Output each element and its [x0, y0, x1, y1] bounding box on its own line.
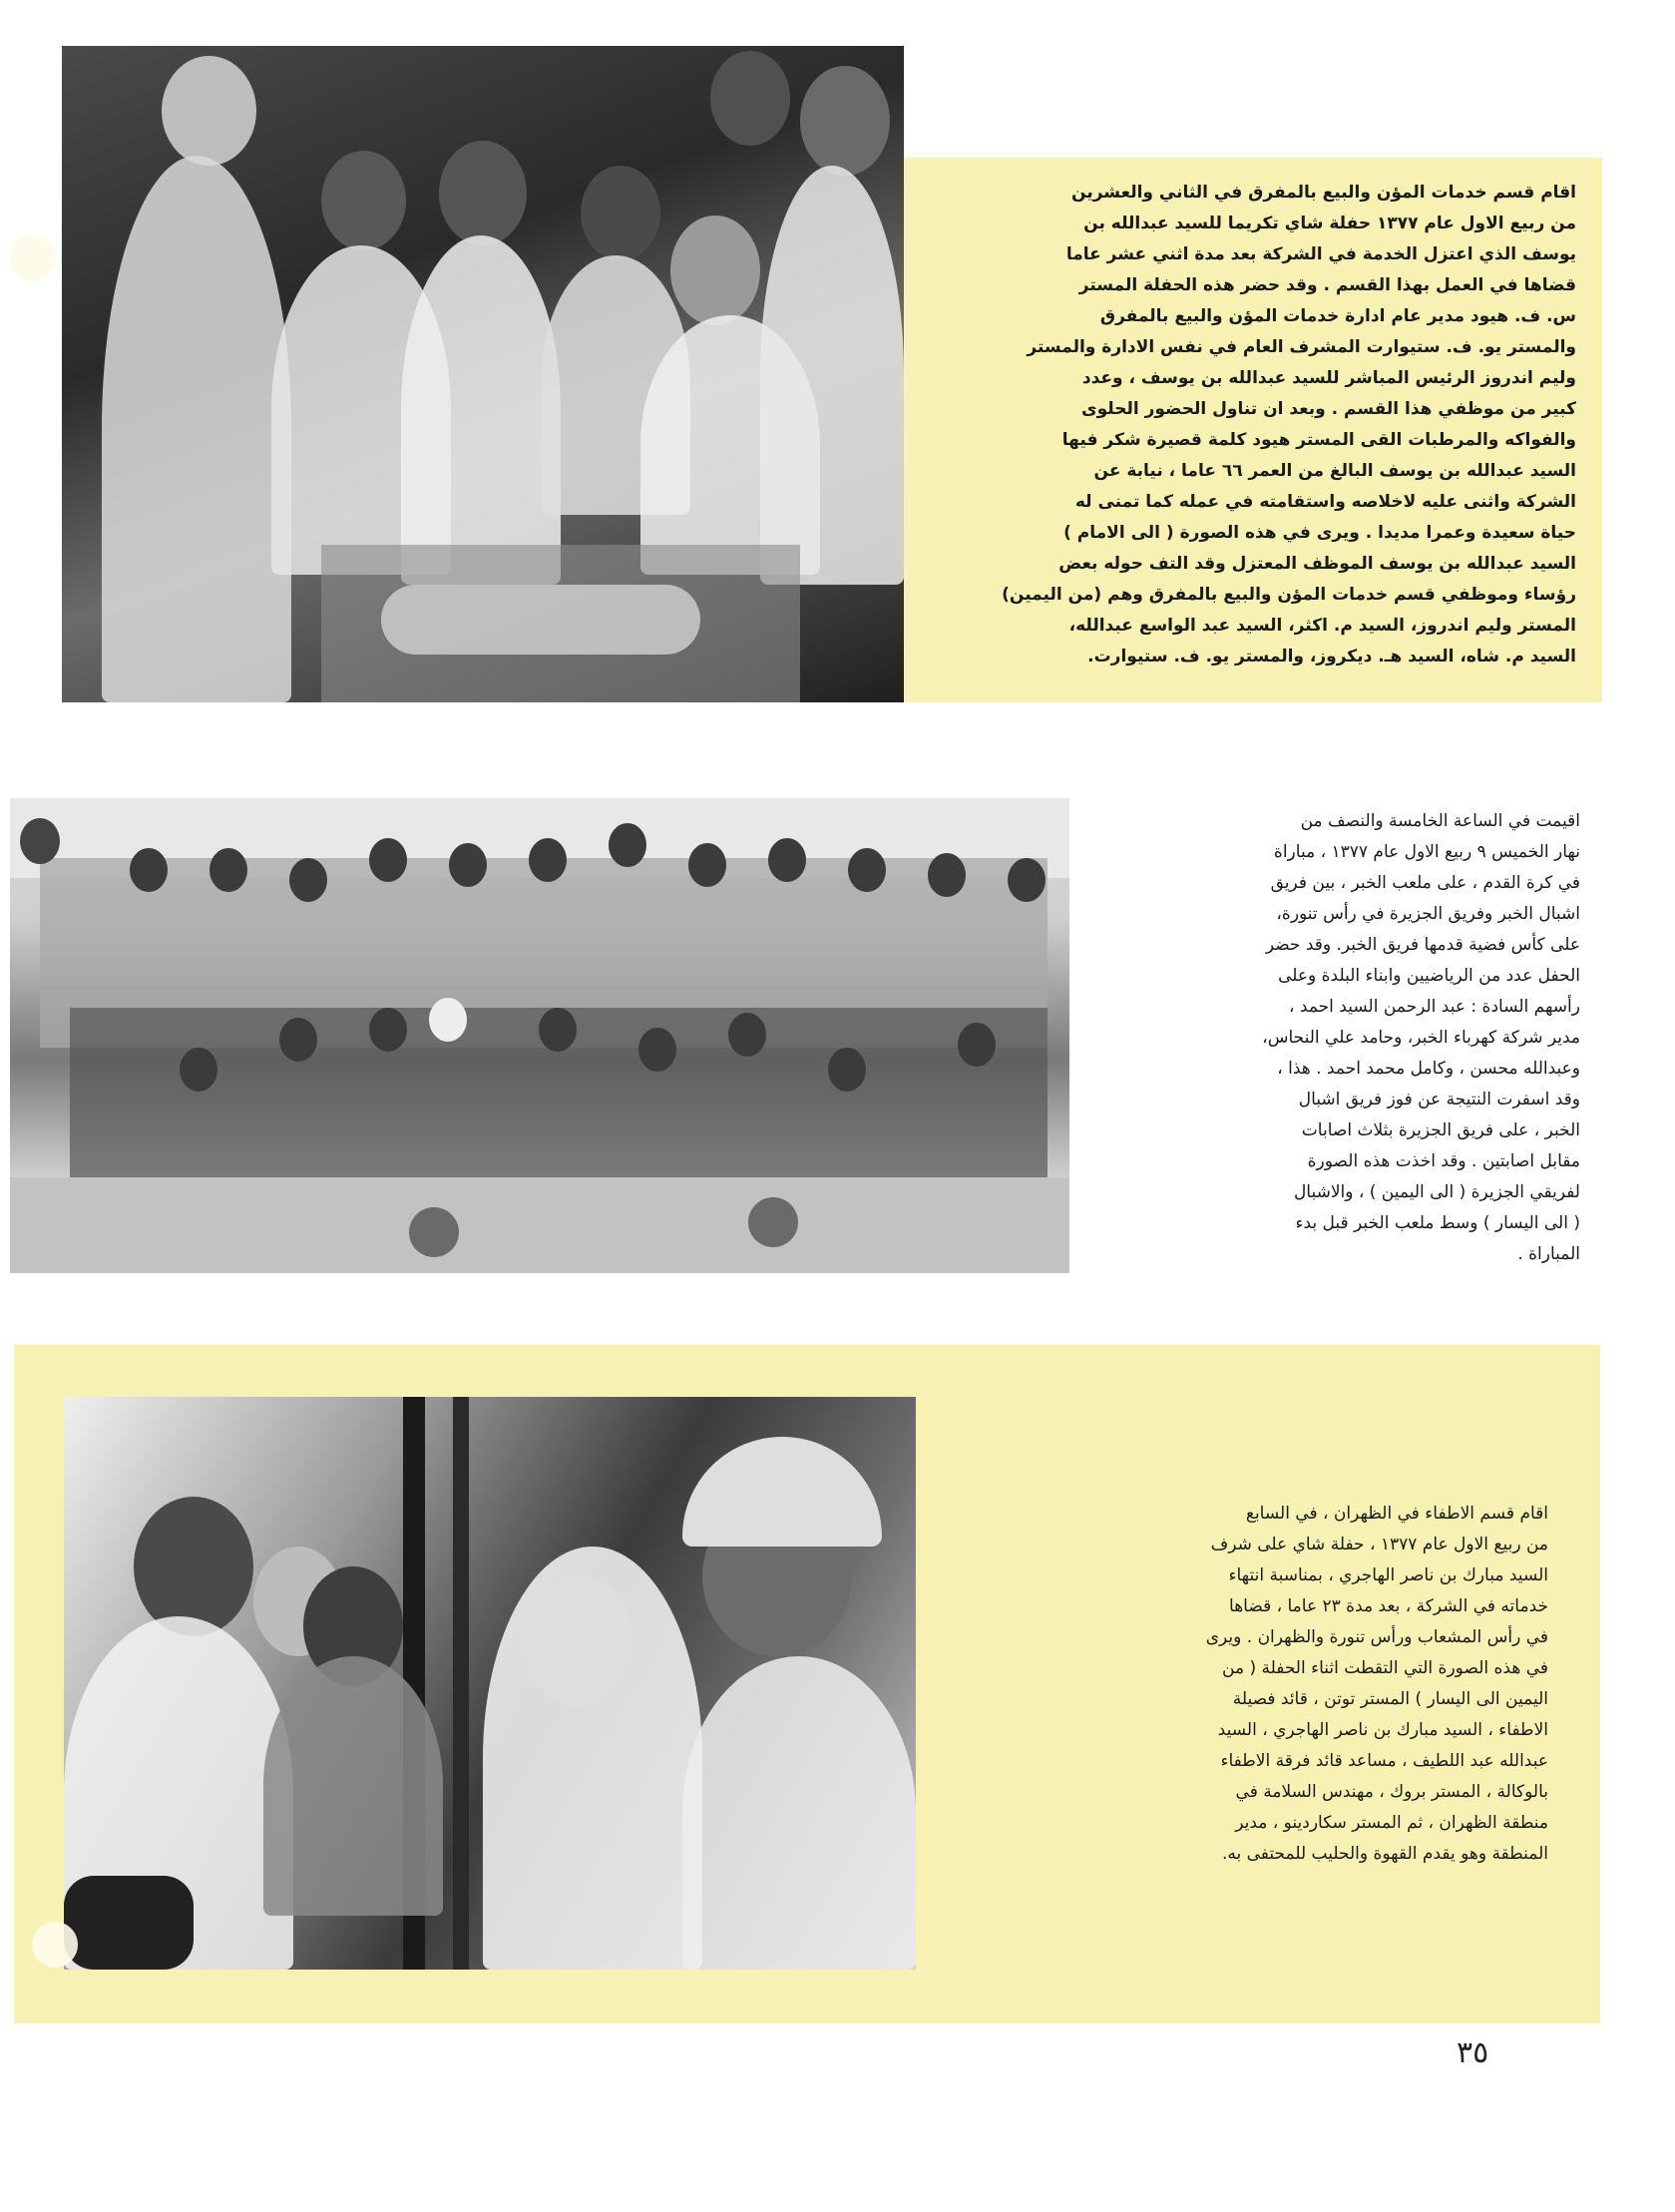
binder-hole-2	[32, 1922, 78, 1968]
caption-fire-department: اقام قسم الاطفاء في الظهران ، في السابع من ربيع الاول عام ١٣٧٧ ، حفلة شاي على شرف السيد مبارك بن ناصر الهاجري ، بمناسبة انتهاء خدماته في الشركة ، بعد مدة ٢٣ عاما ، قضاها في رأس المشعاب ورأس تنورة والظهران . ويرى في هذه الصورة التي التقطت اثناء الحفلة ( من اليمين الى اليسار ) المستر توتن ، قائد فصيلة الاطفاء ، السيد مبارك بن ناصر الهاجري ، السيد عبدالله عبد اللطيف ، مساعد قائد فرقة الاطفاء بالوكالة ، المستر بروك ، مهندس السلامة في منطقة الظهران ، ثم المستر سكاردينو ، مدير المنطقة وهو يقدم القهوة والحليب للمحتفى به.	[1205, 1504, 1548, 1864]
photo-tea-party-retirement	[62, 46, 904, 702]
binder-hole-1	[10, 235, 56, 281]
caption-tea-party: اقام قسم خدمات المؤن والبيع بالمفرق في الثاني والعشرين من ربيع الاول عام ١٣٧٧ حفلة شاي تكريما للسيد عبدالله بن يوسف الذي اعتزل الخدمة في الشركة بعد مدة اثني عشر عاما قضاها في العمل بهذا القسم . وقد حضر هذه الحفلة المستر س. ف. هيود مدير عام ادارة خدمات المؤن والبيع بالمفرق والمستر يو. ف. ستيوارت المشرف العام في نفس الادارة والمستر وليم اندروز الرئيس المباشر للسيد عبدالله بن يوسف ، وعدد كبير من موظفي هذا القسم . وبعد ان تناول الحضور الحلوى والفواكه والمرطبات القى المستر هيود كلمة قصيرة شكر فيها السيد عبدالله بن يوسف البالغ من العمر ٦٦ عاما ، نيابة عن الشركة واثنى عليه لاخلاصه واستقامته في عمله كما تمنى له حياة سعيدة وعمرا مديدا . ويرى في هذه الصورة ( الى الامام ) السيد عبدالله بن يوسف الموظف المعتزل وقد التف حوله بعض رؤساء وموظفي قسم خدمات المؤن والبيع بالمفرق وهم (من اليمين) المستر وليم اندروز، السيد م. اكثر، السيد عبد الواسع عبدالله، السيد م. شاه، السيد هـ. ديكروز، والمستر يو. ف. ستيوارت.	[1002, 183, 1576, 666]
page-number: ٣٥	[1457, 2035, 1489, 2070]
photo-football-teams	[10, 798, 1069, 1273]
photo-fire-department-party	[64, 1397, 916, 1970]
caption-football-match: اقيمت في الساعة الخامسة والنصف من نهار الخميس ٩ ربيع الاول عام ١٣٧٧ ، مباراة في كرة القدم ، على ملعب الخبر ، بين فريق اشبال الخبر وفريق الجزيرة في رأس تنورة، على كأس فضية قدمها فريق الخبر. وقد حضر الحفل عدد من الرياضيين وابناء البلدة وعلى رأسهم السادة : عبد الرحمن السيد احمد ، مدير شركة كهرباء الخبر، وحامد علي النحاس، وعبدالله محسن ، وكامل محمد احمد . هذا ، وقد اسفرت النتيجة عن فوز فريق اشبال الخبر ، على فريق الجزيرة بثلاث اصابات مقابل اصابتين . وقد اخذت هذه الصورة لفريقي الجزيرة ( الى اليمين ) ، والاشبال ( الى اليسار ) وسط ملعب الخبر قبل بدء المباراة .	[1262, 811, 1580, 1264]
